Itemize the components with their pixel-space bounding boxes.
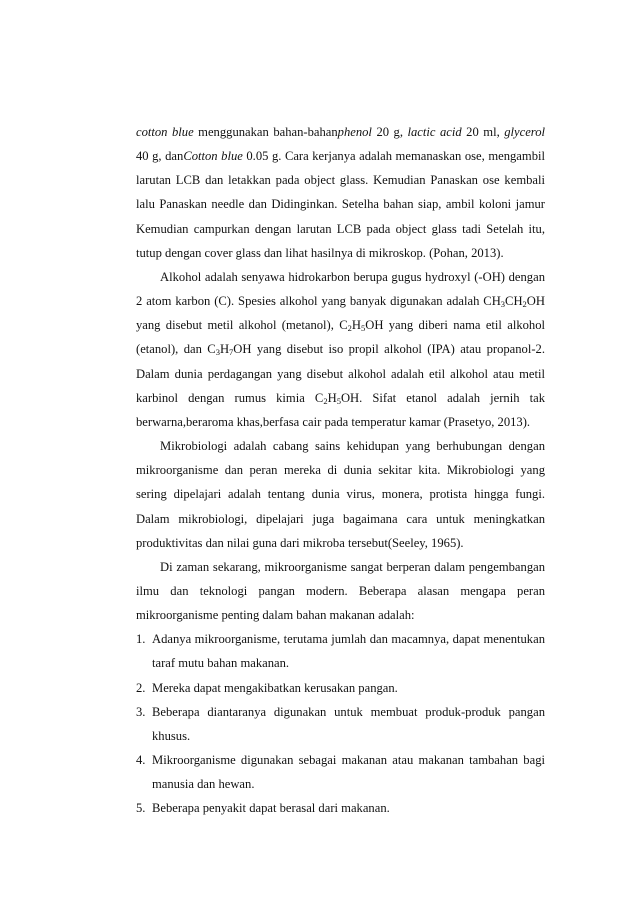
text-span: 20 ml, (461, 125, 505, 139)
list-item-text: Beberapa diantaranya digunakan untuk membuat produk-produk pangan khusus. (152, 704, 545, 743)
list-item (136, 627, 545, 675)
list-number: 1. (136, 632, 146, 647)
subscript: 2 (522, 299, 527, 310)
text-span: Alkohol adalah senyawa hidrokarbon berupa gugus hydroxyl (-OH) dengan 2 atom karbon (C). Spesies alkohol yang banyak digunakan adalah CH (136, 269, 545, 309)
list-item (136, 748, 545, 796)
text-span: 20 g, (371, 125, 408, 139)
list-item (136, 676, 545, 700)
term-cotton-blue-2: Cotton blue (183, 149, 243, 164)
paragraph-alkohol (136, 265, 545, 434)
text-span: 0.05 g. Cara kerjanya adalah memanaskan ose, mengambil larutan LCB dan letakkan pada object glass. Kemudian Panaskan ose kembali lalu Panaskan needle dan Didinginkan. Setelha bahan siap, ambil koloni jamur Kemudian campurkan dengan larutan LCB pada object glass tadi Setelah itu, tutup dengan cover glass dan lihat hasilnya di mikroskop. (Pohan, 2013). (136, 149, 545, 260)
subscript: 5 (336, 395, 341, 406)
text-span: H (327, 390, 337, 405)
text-span: CH (505, 294, 523, 309)
document-body (136, 120, 545, 821)
term-phenol: phenol (337, 125, 372, 139)
subscript: 3 (215, 347, 220, 358)
list-item-text: Mikroorganisme digunakan sebagai makanan atau makanan tambahan bagi manusia dan hewan. (152, 753, 545, 792)
subscript: 3 (500, 299, 506, 310)
paragraph-cotton-blue (136, 120, 545, 265)
text-span: OH yang diberi nama etil alkohol (etanol), dan C (136, 318, 546, 357)
subscript: 7 (229, 347, 234, 358)
text-span: OH yang disebut metil alkohol (metanol), C (136, 294, 545, 333)
list-item-text: Adanya mikroorganisme, terutama jumlah dan macamnya, dapat menentukan taraf mutu bahan makanan. (152, 632, 545, 671)
list-item-text: Beberapa penyakit dapat berasal dari makanan. (152, 801, 390, 816)
list-number: 3. (136, 704, 146, 719)
list-item-text: Mereka dapat mengakibatkan kerusakan pangan. (152, 680, 398, 695)
reasons-list (136, 627, 545, 820)
text-span: 40 g, dan (136, 149, 184, 164)
paragraph-mikrobiologi: Mikrobiologi adalah cabang sains kehidupan yang berhubungan dengan mikroorganisme dan peran mereka di dunia sekitar kita. Mikrobiologi yang sering dipelajari adalah tentang dunia virus, monera, protista hingga fungi. Dalam mikrobiologi, dipelajari juga bagaimana cara untuk meningkatkan produktivitas dan nilai guna dari mikroba tersebut(Seeley, 1965). (136, 439, 545, 550)
list-number: 2. (136, 680, 146, 695)
subscript: 2 (347, 323, 352, 334)
list-number: 5. (136, 801, 146, 816)
text-span: H (219, 342, 230, 357)
term-glycerol: glycerol (504, 125, 546, 139)
text-span: OH. Sifat etanol adalah jernih tak berwarna,beraroma khas,berfasa cair pada temperatur kamar (Prasetyo, 2013). (136, 390, 545, 429)
list-number: 4. (136, 753, 146, 768)
text-span: H (351, 318, 361, 333)
paragraph-zaman-sekarang: Di zaman sekarang, mikroorganisme sangat berperan dalam pengembangan ilmu dan teknologi pangan modern. Beberapa alasan mengapa peran mikroorganisme penting dalam bahan makanan adalah: (136, 559, 545, 623)
list-item (136, 796, 545, 820)
term-cotton-blue: cotton blue (136, 125, 194, 139)
subscript: 5 (360, 323, 366, 334)
list-item (136, 700, 545, 748)
text-span: OH yang disebut iso propil alkohol (IPA) atau propanol-2. Dalam dunia perdagangan yang disebut alkohol adalah etil alkohol atau metil karbinol dengan rumus kimia C (136, 342, 545, 405)
text-span: menggunakan bahan-bahan (193, 125, 338, 139)
term-lactic-acid: lactic acid (407, 125, 462, 139)
subscript: 2 (323, 395, 328, 406)
